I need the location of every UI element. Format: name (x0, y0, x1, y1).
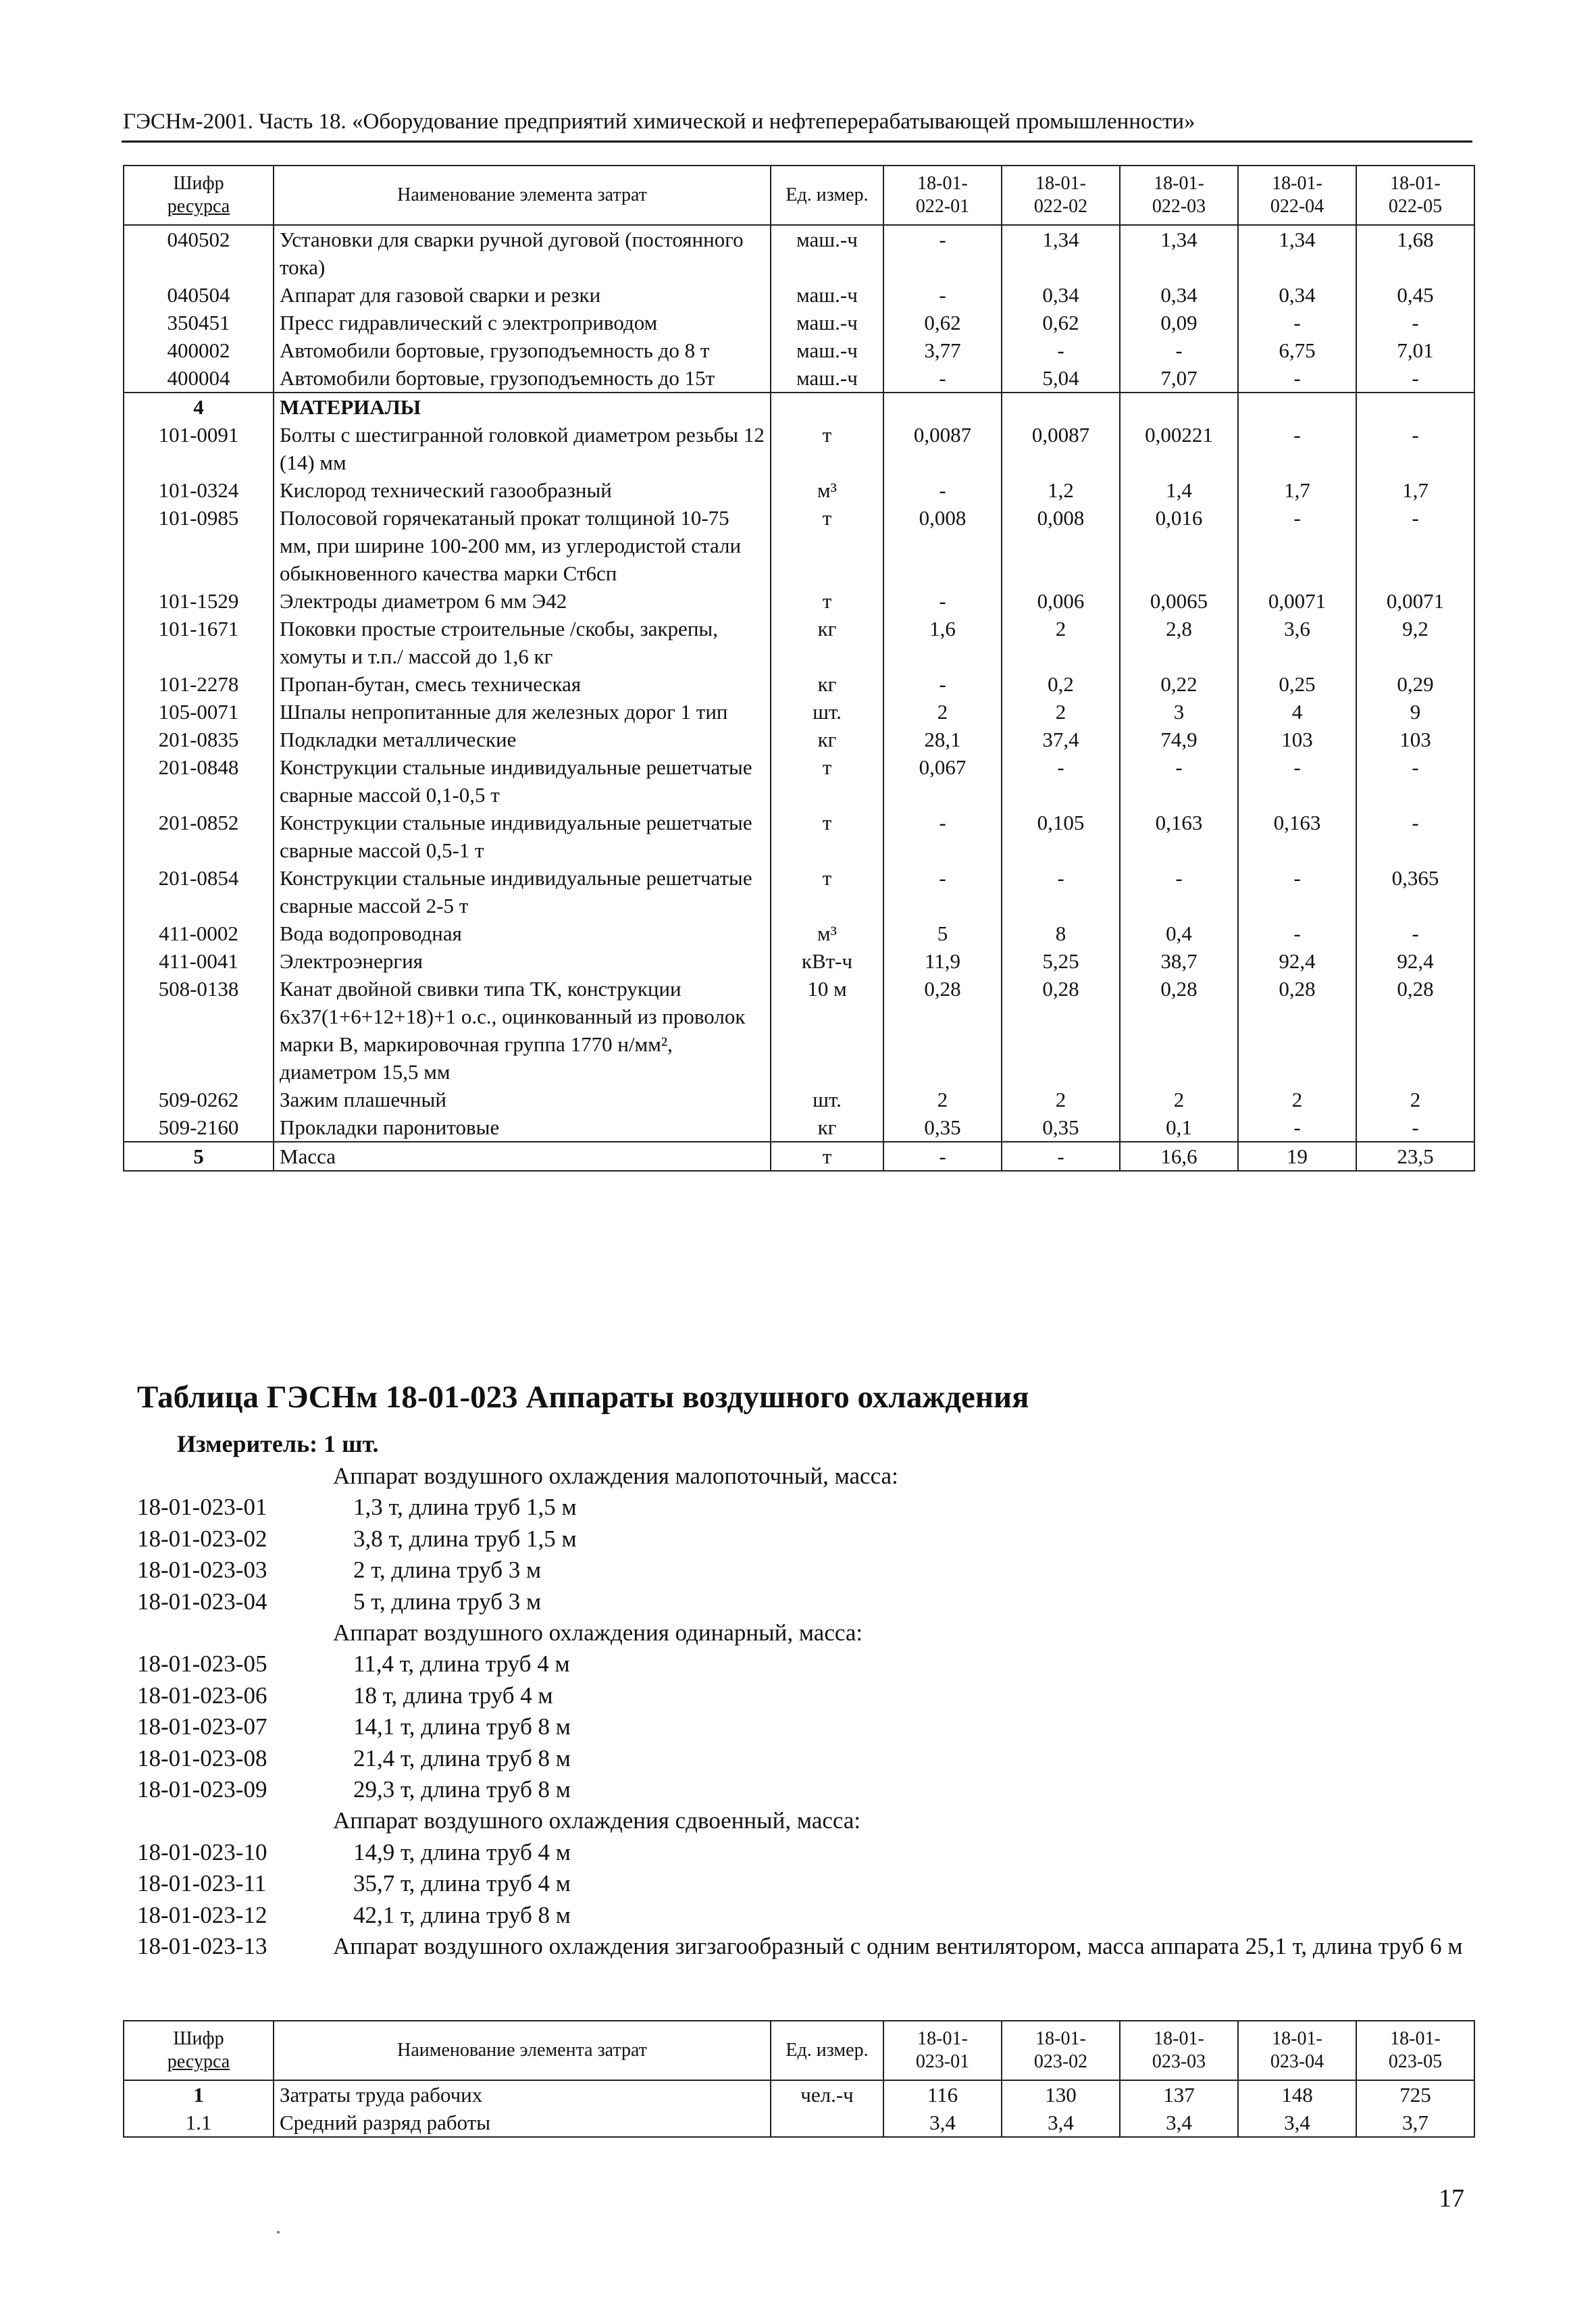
cell-value-2: 5,04 (1002, 364, 1120, 393)
table-row (124, 1086, 1474, 1113)
cell-value-5: 0,45 (1356, 281, 1474, 309)
cell-value-2: 0,62 (1002, 309, 1120, 336)
cell-code: 5 (124, 1142, 274, 1171)
table-row (124, 2080, 1474, 2109)
table-row (124, 309, 1474, 336)
cell-value-4: 92,4 (1238, 947, 1356, 975)
table-row (124, 975, 1474, 1086)
table-row (124, 336, 1474, 364)
variant-code: 18-01-023-09 (137, 1776, 267, 1803)
cell-value-5: - (1356, 309, 1474, 336)
cell-unit (771, 2109, 883, 2137)
cell-value-1: 3,4 (883, 2109, 1002, 2137)
cell-value-2: 37,4 (1002, 726, 1120, 753)
variant-code: 18-01-023-06 (137, 1682, 267, 1709)
cell-name: Автомобили бортовые, грузоподъемность до 15т (274, 364, 771, 393)
cell-code: 101-0985 (124, 504, 274, 587)
cell-value-5: 725 (1356, 2080, 1474, 2109)
cell-value-4: 3,6 (1238, 615, 1356, 670)
cell-value-5: 9 (1356, 698, 1474, 726)
variant-desc: 3,8 т, длина труб 1,5 м (353, 1525, 577, 1552)
cell-name: Затраты труда рабочих (274, 2080, 771, 2109)
cell-value-3: 0,1 (1120, 1113, 1238, 1142)
cell-value-5: 9,2 (1356, 615, 1474, 670)
cell-unit: маш.-ч (771, 281, 883, 309)
cell-name: Кислород технический газообразный (274, 476, 771, 504)
cell-unit: т (771, 421, 883, 476)
cell-value-1: - (883, 281, 1002, 309)
cell-value-5: 23,5 (1356, 1142, 1474, 1171)
cell-unit: кг (771, 726, 883, 753)
cell-value-3: 3,4 (1120, 2109, 1238, 2137)
cell-value-1: 11,9 (883, 947, 1002, 975)
cell-name: Электроэнергия (274, 947, 771, 975)
cell-code: 4 (124, 393, 274, 421)
cell-value-4: 19 (1238, 1142, 1356, 1171)
cell-value-3: 2 (1120, 1086, 1238, 1113)
cell-value-1: 2 (883, 698, 1002, 726)
cell-value-1: - (883, 587, 1002, 615)
cell-value-5: - (1356, 421, 1474, 476)
table-title: Таблица ГЭСНм 18-01-023 Аппараты воздушного охлаждения (137, 1380, 1029, 1415)
cell-value-2: 1,2 (1002, 476, 1120, 504)
cell-value-3: 0,016 (1120, 504, 1238, 587)
variant-row (137, 1711, 1474, 1742)
variant-code: 18-01-023-13 (137, 1933, 267, 1960)
cell-code: 201-0852 (124, 809, 274, 864)
cell-name: Конструкции стальные индивидуальные решетчатые сварные массой 0,5-1 т (274, 809, 771, 864)
table-header-row (124, 2021, 1474, 2080)
cell-unit: маш.-ч (771, 225, 883, 281)
variant-desc: 14,9 т, длина труб 4 м (353, 1838, 571, 1865)
cell-value-5: - (1356, 809, 1474, 864)
cell-value-4: 0,25 (1238, 670, 1356, 698)
cell-value-1: 0,62 (883, 309, 1002, 336)
variant-row (137, 1586, 1474, 1617)
cell-value-5: 92,4 (1356, 947, 1474, 975)
variant-desc: 5 т, длина труб 3 м (353, 1588, 542, 1615)
cell-value-4: 0,163 (1238, 809, 1356, 864)
cell-name: Пропан-бутан, смесь техническая (274, 670, 771, 698)
variant-desc: 29,3 т, длина труб 8 м (353, 1776, 571, 1803)
cell-value-1: - (883, 670, 1002, 698)
table-header-row (124, 166, 1474, 225)
cell-value-4: 1,34 (1238, 225, 1356, 281)
cell-value-4: 3,4 (1238, 2109, 1356, 2137)
cell-value-4: - (1238, 309, 1356, 336)
cell-value-4: - (1238, 364, 1356, 393)
variant-row (137, 1492, 1474, 1523)
variant-row (137, 1680, 1474, 1711)
cell-value-4: - (1238, 1113, 1356, 1142)
col-code-header: Шифр ресурса (124, 2021, 274, 2080)
cell-value-1: - (883, 476, 1002, 504)
variant-desc: 2 т, длина труб 3 м (353, 1557, 542, 1584)
col-name-header: Наименование элемента затрат (274, 166, 771, 225)
variant-row (137, 1774, 1474, 1805)
variant-desc: 21,4 т, длина труб 8 м (353, 1744, 571, 1771)
col-v4-header: 18-01- 023-04 (1238, 2021, 1356, 2080)
table-row (124, 1113, 1474, 1142)
table-row (124, 587, 1474, 615)
cell-unit: маш.-ч (771, 336, 883, 364)
cell-code: 201-0854 (124, 864, 274, 920)
cell-value-3: 1,4 (1120, 476, 1238, 504)
cell-value-4: - (1238, 920, 1356, 947)
cell-value-1: 0,28 (883, 975, 1002, 1086)
cell-value-4: - (1238, 421, 1356, 476)
cell-value-4: - (1238, 504, 1356, 587)
cell-value-1: - (883, 864, 1002, 920)
col-name-header: Наименование элемента затрат (274, 2021, 771, 2080)
cell-value-3: 0,09 (1120, 309, 1238, 336)
cell-unit: кг (771, 1113, 883, 1142)
variant-row (137, 1837, 1474, 1868)
cell-value-1: 28,1 (883, 726, 1002, 753)
cell-code: 1 (124, 2080, 274, 2109)
variant-list (137, 1461, 1474, 1963)
cell-name: МАТЕРИАЛЫ (274, 393, 771, 421)
variant-desc: 11,4 т, длина труб 4 м (353, 1651, 570, 1678)
cell-value-1: - (883, 364, 1002, 393)
cell-value-4: 2 (1238, 1086, 1356, 1113)
cell-value-4: 0,28 (1238, 975, 1356, 1086)
table-row (124, 1142, 1474, 1171)
cell-value-2: 3,4 (1002, 2109, 1120, 2137)
table-row (124, 864, 1474, 920)
cell-value-2: 8 (1002, 920, 1120, 947)
cell-value-2: 0,105 (1002, 809, 1120, 864)
cell-value-3: 137 (1120, 2080, 1238, 2109)
cell-code: 101-0091 (124, 421, 274, 476)
table-row (124, 698, 1474, 726)
table-row (124, 504, 1474, 587)
cell-name: Шпалы непропитанные для железных дорог 1 тип (274, 698, 771, 726)
resource-table-022 (123, 165, 1475, 1172)
variant-desc: 35,7 т, длина труб 4 м (353, 1870, 571, 1897)
cell-value-1: 1,6 (883, 615, 1002, 670)
cell-code: 1.1 (124, 2109, 274, 2137)
table-row (124, 225, 1474, 281)
cell-value-2: 0,35 (1002, 1113, 1120, 1142)
cell-name: Средний разряд работы (274, 2109, 771, 2137)
cell-value-2: 0,0087 (1002, 421, 1120, 476)
cell-value-2: 0,008 (1002, 504, 1120, 587)
cell-code: 411-0002 (124, 920, 274, 947)
cell-value-1: 0,0087 (883, 421, 1002, 476)
cell-value-1: 0,067 (883, 753, 1002, 809)
cell-value-2: - (1002, 1142, 1120, 1171)
cell-value-5: 0,365 (1356, 864, 1474, 920)
variant-code: 18-01-023-10 (137, 1838, 267, 1865)
variant-desc: 18 т, длина труб 4 м (353, 1682, 553, 1709)
cell-value-4: 6,75 (1238, 336, 1356, 364)
cell-unit: маш.-ч (771, 309, 883, 336)
variant-code: 18-01-023-05 (137, 1651, 267, 1678)
cell-value-3: 74,9 (1120, 726, 1238, 753)
cell-value-4: 0,34 (1238, 281, 1356, 309)
cell-value-5: 2 (1356, 1086, 1474, 1113)
variant-code: 18-01-023-03 (137, 1557, 267, 1584)
cell-code: 400004 (124, 364, 274, 393)
cell-code: 400002 (124, 336, 274, 364)
table-row (124, 281, 1474, 309)
variant-group-title: Аппарат воздушного охлаждения малопоточный, масса: (333, 1463, 898, 1489)
cell-value-5: 3,7 (1356, 2109, 1474, 2137)
cell-code: 101-0324 (124, 476, 274, 504)
cell-value-2: 0,2 (1002, 670, 1120, 698)
cell-value-3: 1,34 (1120, 225, 1238, 281)
cell-value-5: 1,7 (1356, 476, 1474, 504)
variant-row (137, 1868, 1474, 1899)
variant-code: 18-01-023-04 (137, 1588, 267, 1615)
cell-value-5: - (1356, 504, 1474, 587)
cell-name: Установки для сварки ручной дуговой (постоянного тока) (274, 225, 771, 281)
cell-value-1: 3,77 (883, 336, 1002, 364)
cell-value-4: 103 (1238, 726, 1356, 753)
cell-code: 509-2160 (124, 1113, 274, 1142)
cell-name: Автомобили бортовые, грузоподъемность до 8 т (274, 336, 771, 364)
cell-name: Вода водопроводная (274, 920, 771, 947)
cell-value-3: 0,34 (1120, 281, 1238, 309)
cell-unit: кВт-ч (771, 947, 883, 975)
cell-unit: чел.-ч (771, 2080, 883, 2109)
cell-value-3: 7,07 (1120, 364, 1238, 393)
cell-value-1: 0,35 (883, 1113, 1002, 1142)
col-v5-header: 18-01- 022-05 (1356, 166, 1474, 225)
cell-value-3: 38,7 (1120, 947, 1238, 975)
cell-unit: 10 м (771, 975, 883, 1086)
col-unit-header: Ед. измер. (771, 166, 883, 225)
cell-name: Болты с шестигранной головкой диаметром резьбы 12 (14) мм (274, 421, 771, 476)
cell-value-2: 0,006 (1002, 587, 1120, 615)
cell-code: 101-2278 (124, 670, 274, 698)
cell-name: Прокладки паронитовые (274, 1113, 771, 1142)
cell-value-5: - (1356, 920, 1474, 947)
table-row (124, 364, 1474, 393)
variant-code: 18-01-023-12 (137, 1901, 267, 1928)
cell-value-1: 5 (883, 920, 1002, 947)
cell-code: 508-0138 (124, 975, 274, 1086)
variant-row (137, 1931, 1474, 1962)
cell-value-4: 1,7 (1238, 476, 1356, 504)
cell-code: 105-0071 (124, 698, 274, 726)
cell-value-5: - (1356, 364, 1474, 393)
col-v2-header: 18-01- 023-02 (1002, 2021, 1120, 2080)
cell-value-3: 16,6 (1120, 1142, 1238, 1171)
cell-unit: м³ (771, 476, 883, 504)
variant-code: 18-01-023-08 (137, 1744, 267, 1771)
cell-unit: т (771, 809, 883, 864)
cell-unit: т (771, 864, 883, 920)
variant-code: 18-01-023-11 (137, 1870, 267, 1897)
cell-name: Конструкции стальные индивидуальные решетчатые сварные массой 2-5 т (274, 864, 771, 920)
cell-value-3: 0,163 (1120, 809, 1238, 864)
cell-unit: т (771, 1142, 883, 1171)
cell-value-4: 148 (1238, 2080, 1356, 2109)
measure-unit: Измеритель: 1 шт. (177, 1430, 379, 1457)
cell-value-4: - (1238, 753, 1356, 809)
cell-value-3: 0,0065 (1120, 587, 1238, 615)
cell-code: 101-1671 (124, 615, 274, 670)
cell-code: 509-0262 (124, 1086, 274, 1113)
table-row (124, 670, 1474, 698)
cell-value-2: 5,25 (1002, 947, 1120, 975)
cell-unit: т (771, 753, 883, 809)
cell-value-1: - (883, 809, 1002, 864)
cell-value-3: 0,28 (1120, 975, 1238, 1086)
cell-unit: шт. (771, 698, 883, 726)
cell-value-2: 2 (1002, 1086, 1120, 1113)
table-row (124, 726, 1474, 753)
cell-unit: кг (771, 670, 883, 698)
col-code-header: Шифр ресурса (124, 166, 274, 225)
variant-code: 18-01-023-01 (137, 1494, 267, 1521)
cell-value-5: 0,29 (1356, 670, 1474, 698)
cell-value-4: - (1238, 864, 1356, 920)
cell-code: 201-0848 (124, 753, 274, 809)
cell-code: 201-0835 (124, 726, 274, 753)
cell-name: Зажим плашечный (274, 1086, 771, 1113)
cell-unit: т (771, 504, 883, 587)
cell-value-2: 1,34 (1002, 225, 1120, 281)
variant-row (137, 1900, 1474, 1931)
running-header: ГЭСНм-2001. Часть 18. «Оборудование предприятий химической и нефтеперерабатывающей промышленности» (123, 109, 1195, 134)
cell-code: 101-1529 (124, 587, 274, 615)
cell-name: Аппарат для газовой сварки и резки (274, 281, 771, 309)
cell-value-3: 0,4 (1120, 920, 1238, 947)
cell-value-3: 2,8 (1120, 615, 1238, 670)
cell-value-3: 0,22 (1120, 670, 1238, 698)
cell-value-5: 0,0071 (1356, 587, 1474, 615)
cell-value-3: - (1120, 864, 1238, 920)
cell-value-3: 0,00221 (1120, 421, 1238, 476)
cell-name: Пресс гидравлический с электроприводом (274, 309, 771, 336)
cell-value-2: 2 (1002, 698, 1120, 726)
col-v5-header: 18-01- 023-05 (1356, 2021, 1474, 2080)
cell-empty (883, 393, 1002, 421)
cell-value-2: 2 (1002, 615, 1120, 670)
cell-unit: т (771, 587, 883, 615)
cell-code: 350451 (124, 309, 274, 336)
variant-group-title: Аппарат воздушного охлаждения сдвоенный, масса: (333, 1807, 861, 1834)
variant-group-title: Аппарат воздушного охлаждения одинарный, масса: (333, 1619, 863, 1646)
cell-value-2: - (1002, 336, 1120, 364)
page-number: 17 (1439, 2184, 1464, 2213)
cell-name: Масса (274, 1142, 771, 1171)
scan-speck (277, 2231, 280, 2234)
cell-value-2: 130 (1002, 2080, 1120, 2109)
variant-row (137, 1555, 1474, 1586)
header-rule (122, 141, 1472, 143)
variant-desc: 14,1 т, длина труб 8 м (353, 1713, 571, 1740)
cell-value-2: 0,34 (1002, 281, 1120, 309)
table-row (124, 947, 1474, 975)
cell-value-3: - (1120, 336, 1238, 364)
table-row (124, 809, 1474, 864)
variant-code: 18-01-023-02 (137, 1525, 267, 1552)
section-row-materials (124, 393, 1474, 421)
cell-value-5: - (1356, 1113, 1474, 1142)
cell-empty (1002, 393, 1120, 421)
cell-value-5: 103 (1356, 726, 1474, 753)
cell-name: Конструкции стальные индивидуальные решетчатые сварные массой 0,1-0,5 т (274, 753, 771, 809)
variant-desc: Аппарат воздушного охлаждения зигзагообразный с одним вентилятором, масса аппарата 25,1 т, длина труб 6 м (333, 1933, 1463, 1960)
variant-row (137, 1743, 1474, 1774)
resource-table-023 (123, 2020, 1475, 2138)
cell-value-2: - (1002, 753, 1120, 809)
table-row (124, 476, 1474, 504)
cell-name: Электроды диаметром 6 мм Э42 (274, 587, 771, 615)
cell-empty (1356, 393, 1474, 421)
table-row (124, 421, 1474, 476)
cell-value-1: - (883, 1142, 1002, 1171)
col-v3-header: 18-01- 022-03 (1120, 166, 1238, 225)
cell-code: 040504 (124, 281, 274, 309)
variant-row (137, 1524, 1474, 1555)
table-row (124, 2109, 1474, 2137)
cell-value-1: 0,008 (883, 504, 1002, 587)
cell-value-5: 0,28 (1356, 975, 1474, 1086)
cell-empty (1120, 393, 1238, 421)
cell-value-1: - (883, 225, 1002, 281)
table-row (124, 753, 1474, 809)
cell-value-3: - (1120, 753, 1238, 809)
cell-value-5: 1,68 (1356, 225, 1474, 281)
cell-value-2: 0,28 (1002, 975, 1120, 1086)
cell-name: Канат двойной свивки типа ТК, конструкции 6х37(1+6+12+18)+1 о.с., оцинкованный из проволок марки В, маркировочная группа 1770 н/мм², диаметром 15,5 мм (274, 975, 771, 1086)
cell-value-5: - (1356, 753, 1474, 809)
cell-unit: кг (771, 615, 883, 670)
table-row (124, 615, 1474, 670)
cell-value-1: 2 (883, 1086, 1002, 1113)
cell-name: Подкладки металлические (274, 726, 771, 753)
cell-code: 040502 (124, 225, 274, 281)
cell-value-4: 4 (1238, 698, 1356, 726)
col-v4-header: 18-01- 022-04 (1238, 166, 1356, 225)
cell-empty (1238, 393, 1356, 421)
col-v1-header: 18-01- 022-01 (883, 166, 1002, 225)
table-row (124, 920, 1474, 947)
variant-code: 18-01-023-07 (137, 1713, 267, 1740)
col-v2-header: 18-01- 022-02 (1002, 166, 1120, 225)
cell-name: Поковки простые строительные /скобы, закрепы, хомуты и т.п./ массой до 1,6 кг (274, 615, 771, 670)
variant-desc: 42,1 т, длина труб 8 м (353, 1901, 571, 1928)
col-unit-header: Ед. измер. (771, 2021, 883, 2080)
cell-name: Полосовой горячекатаный прокат толщиной 10-75 мм, при ширине 100-200 мм, из углеродистой стали обыкновенного качества марки Ст6сп (274, 504, 771, 587)
cell-value-2: - (1002, 864, 1120, 920)
variant-desc: 1,3 т, длина труб 1,5 м (353, 1494, 577, 1521)
cell-unit: шт. (771, 1086, 883, 1113)
cell-empty (771, 393, 883, 421)
cell-code: 411-0041 (124, 947, 274, 975)
cell-value-4: 0,0071 (1238, 587, 1356, 615)
variant-row (137, 1649, 1474, 1680)
cell-unit: м³ (771, 920, 883, 947)
cell-value-5: 7,01 (1356, 336, 1474, 364)
cell-value-1: 116 (883, 2080, 1002, 2109)
cell-value-3: 3 (1120, 698, 1238, 726)
col-v3-header: 18-01- 023-03 (1120, 2021, 1238, 2080)
col-v1-header: 18-01- 023-01 (883, 2021, 1002, 2080)
cell-unit: маш.-ч (771, 364, 883, 393)
